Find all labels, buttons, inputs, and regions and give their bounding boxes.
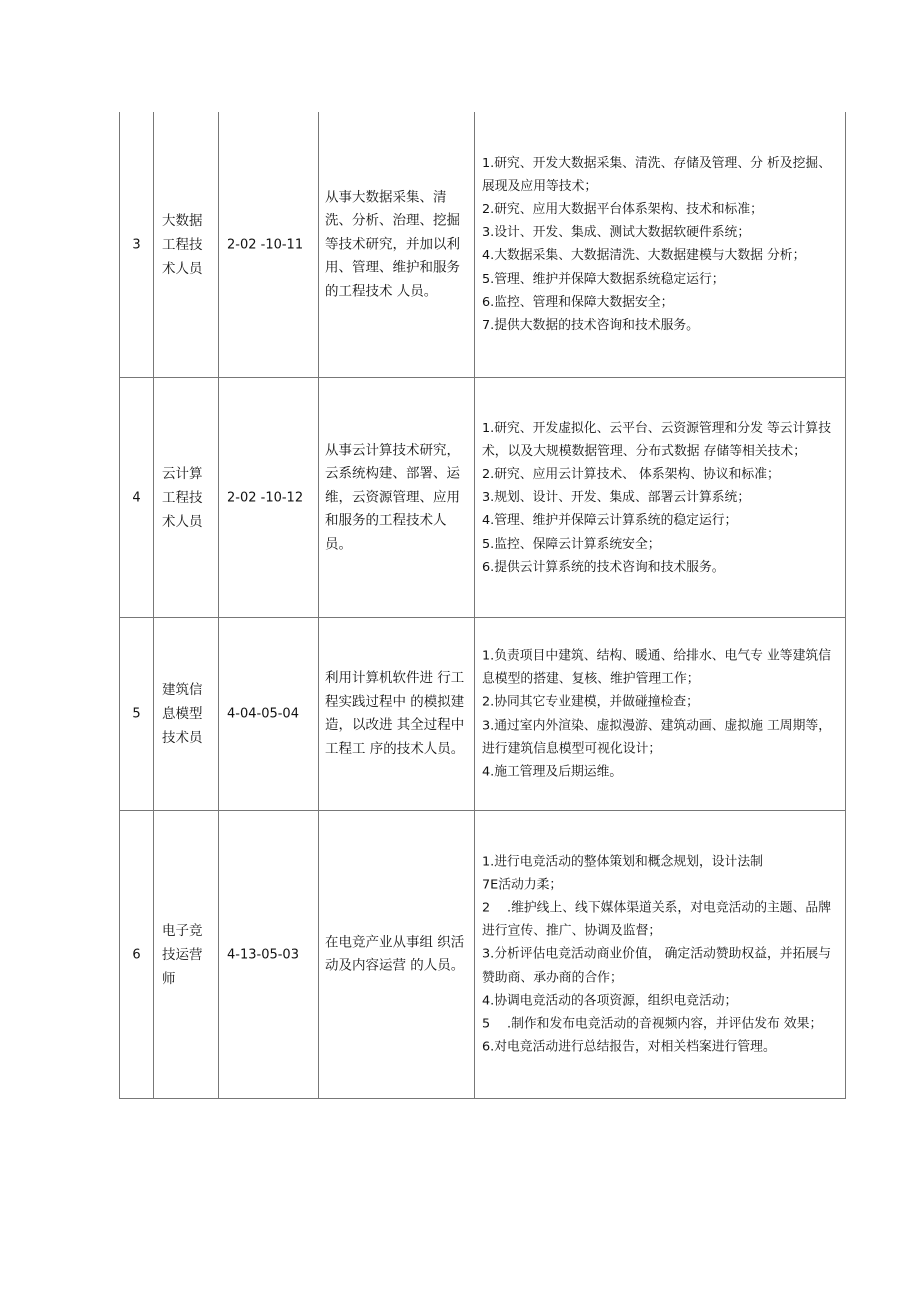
duty-item: 1.进行电竞活动的整体策划和概念规划，设计法制 xyxy=(482,854,763,870)
duty-item: 4.大数据采集、大数据清洗、大数据建模与大数据 分析； xyxy=(482,248,806,264)
duty-item: 5.监控、保障云计算系统安全； xyxy=(482,536,661,552)
duty-item: 4.管理、维护并保障云计算系统的稳定运行； xyxy=(482,513,738,529)
occupation-title-cell xyxy=(154,618,219,810)
duty-item: 3.分析评估电竞活动商业价值， 确定活动赞助权益，并拓展与赞助商、承办商的合作； xyxy=(482,946,831,986)
occupation-code-cell xyxy=(219,378,319,617)
occupation-description-cell xyxy=(319,811,475,1098)
duty-item: 2 .维护线上、线下媒体渠道关系，对电竞活动的主题、品牌进行宣传、推广、协调及监督； xyxy=(482,900,831,939)
row-number-cell xyxy=(120,618,154,810)
duty-item: 6.监控、管理和保障大数据安全； xyxy=(482,294,674,310)
table-row xyxy=(120,811,845,1098)
occupation-description-cell xyxy=(319,378,475,617)
occupation-code: 4-04-05-04 xyxy=(227,706,299,722)
occupation-code-cell xyxy=(219,811,319,1098)
occupation-description: 利用计算机软件进 行工程实践过程中 的模拟建造，以改进 其全过程中工程工 序的技术人员。 xyxy=(325,670,465,757)
duty-item: 2.研究、应用云计算技术、 体系架构、协议和标准； xyxy=(482,466,780,482)
occupation-title: 电子竞技运营 师 xyxy=(162,922,203,987)
row-number: 6 xyxy=(132,947,141,962)
row-number: 5 xyxy=(132,706,141,722)
duty-item: 2.协同其它专业建模，并做碰撞检查； xyxy=(482,694,699,710)
duty-item: 3.通过室内外渲染、虚拟漫游、建筑动画、虚拟施 工周期等，进行建筑信息模型可视化设计； xyxy=(482,718,831,757)
duties-list xyxy=(475,416,845,578)
occupation-description: 从事大数据采集、清洗、分析、治理、挖掘等技术研究，并加以利用、管理、维护和服务的工程技术 人员。 xyxy=(325,188,460,299)
occupation-code: 4-13-05-03 xyxy=(227,947,299,962)
occupation-table xyxy=(119,112,846,1099)
occupation-description: 从事云计算技术研究，云系统构建、部署、运维，云资源管理、应用和服务的工程技术人员。 xyxy=(325,441,460,552)
duty-item: 5.管理、维护并保障大数据系统稳定运行； xyxy=(482,271,725,287)
duty-item: 1.研究、开发虚拟化、云平台、云资源管理和分发 等云计算技术，以及大规模数据管理、分布式数据 存储等相关技术； xyxy=(482,420,831,459)
occupation-title: 云计算工程技 术人员 xyxy=(162,465,203,530)
duty-item: 1.研究、开发大数据采集、清洗、存储及管理、分 析及挖掘、展现及应用等技术； xyxy=(482,155,831,194)
occupation-code-cell xyxy=(219,618,319,810)
occupation-duties-cell xyxy=(475,112,845,377)
occupation-title: 建筑信息模型 技术员 xyxy=(162,682,203,746)
duty-item: 4.施工管理及后期运维。 xyxy=(482,764,623,780)
duty-item: 3.设计、开发、集成、测试大数据软硬件系统； xyxy=(482,225,751,241)
row-number-cell xyxy=(120,112,154,377)
duty-item: 7.提供大数据的技术咨询和技术服务。 xyxy=(482,318,699,334)
duties-list xyxy=(475,152,845,338)
occupation-duties-cell xyxy=(475,618,845,810)
duties-list xyxy=(475,850,845,1059)
occupation-title-cell xyxy=(154,112,219,377)
duty-item: 1.负责项目中建筑、结构、暖通、给排水、电气专 业等建筑信息模型的搭建、复核、维护管理工作； xyxy=(482,648,831,687)
row-number-cell xyxy=(120,378,154,617)
row-number: 3 xyxy=(132,237,141,252)
duty-item: 2.研究、应用大数据平台体系架构、技术和标准； xyxy=(482,202,763,218)
duty-item: 7E活动力柔； xyxy=(482,877,563,893)
row-number: 4 xyxy=(132,490,141,505)
occupation-duties-cell xyxy=(475,811,845,1098)
table-row xyxy=(120,378,845,618)
occupation-code-cell xyxy=(219,112,319,377)
occupation-description-cell xyxy=(319,112,475,377)
table-row xyxy=(120,112,845,378)
occupation-code: 2-02 -10-11 xyxy=(227,237,304,252)
occupation-title-cell xyxy=(154,378,219,617)
occupation-duties-cell xyxy=(475,378,845,617)
row-number-cell xyxy=(120,811,154,1098)
occupation-description-cell xyxy=(319,618,475,810)
occupation-description: 在电竞产业从事组 织活动及内容运营 的人员。 xyxy=(325,934,465,974)
table-row xyxy=(120,618,845,811)
duty-item: 4.协调电竞活动的各项资源，组织电竞活动； xyxy=(482,993,738,1009)
duty-item: 3.规划、设计、开发、集成、部署云计算系统； xyxy=(482,489,751,505)
duty-item: 6.对电竞活动进行总结报告，对相关档案进行管理。 xyxy=(482,1039,776,1055)
occupation-title-cell xyxy=(154,811,219,1098)
duty-item: 6.提供云计算系统的技术咨询和技术服务。 xyxy=(482,559,725,575)
occupation-title: 大数据工程技 术人员 xyxy=(162,212,203,277)
duties-list xyxy=(475,644,845,783)
duty-item: 5 .制作和发布电竞活动的音视频内容，并评估发布 效果； xyxy=(482,1016,823,1032)
occupation-code: 2-02 -10-12 xyxy=(227,490,304,505)
